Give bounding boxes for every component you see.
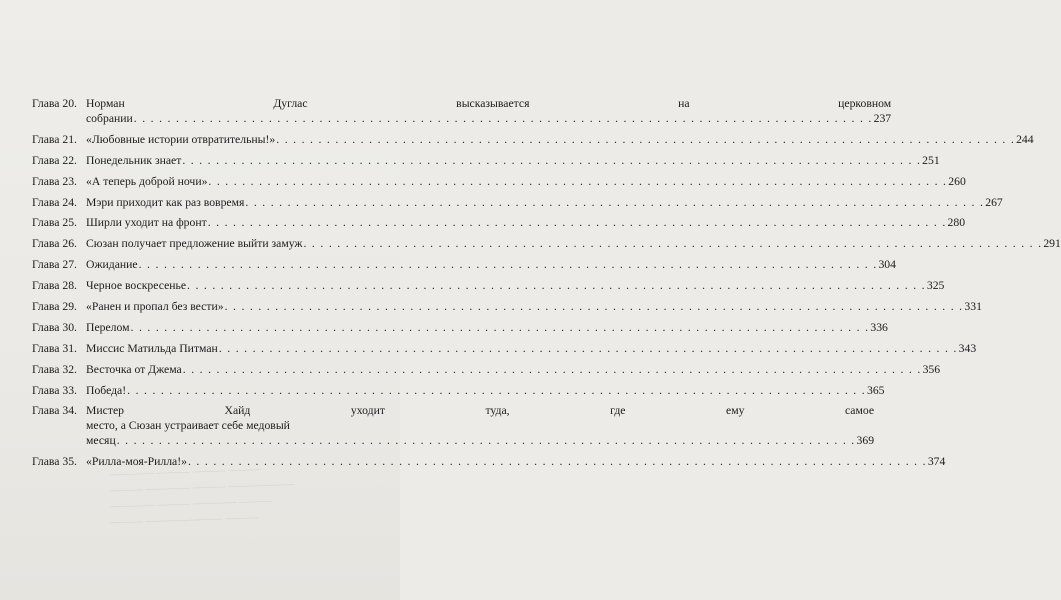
- toc-entry: [32, 362, 941, 377]
- chapter-label: Глава 22.: [32, 153, 77, 167]
- title-line: [86, 433, 874, 448]
- page-number: 251: [922, 153, 940, 167]
- dot-leader: [134, 111, 873, 126]
- title-line: [86, 362, 940, 377]
- title-line: [86, 153, 940, 168]
- chapter-label: Глава 34.: [32, 404, 77, 418]
- chapter-title-block: [86, 132, 1034, 147]
- dot-leader: [182, 153, 921, 168]
- chapter-title-block: [86, 236, 1061, 251]
- title-line: [86, 236, 1061, 251]
- page-number: 267: [985, 195, 1003, 209]
- chapter-title: месяц: [86, 434, 116, 448]
- page-number: 365: [866, 383, 885, 397]
- chapter-title-block: [86, 454, 945, 469]
- chapter-label: Глава 33.: [32, 383, 77, 397]
- chapter-title: Миссис Матильда Питман: [86, 341, 218, 355]
- chapter-title: Сюзан получает предложение выйти замуж: [86, 237, 303, 251]
- chapter-title-block: [86, 299, 982, 314]
- chapter-title-block: [86, 257, 896, 272]
- toc-entry: [32, 278, 945, 293]
- toc-entry: [32, 174, 966, 189]
- chapter-title-block: [86, 153, 940, 168]
- page-number: 291: [1043, 237, 1061, 251]
- chapter-title: Ширли уходит на фронт: [86, 216, 207, 230]
- title-line: [86, 454, 945, 469]
- chapter-title-block: [86, 174, 966, 189]
- page-number: 237: [873, 112, 892, 125]
- dot-leader: [208, 215, 947, 230]
- chapter-label: Глава 29.: [32, 300, 77, 314]
- chapter-title: «А теперь доброй ночи»: [86, 174, 208, 188]
- toc-entry: [32, 403, 875, 448]
- toc-entry: [32, 320, 888, 335]
- chapter-title-block: [86, 320, 888, 335]
- chapter-title: Победа!: [86, 383, 127, 397]
- dot-leader: [303, 236, 1042, 251]
- chapter-title: Перелом: [86, 320, 130, 334]
- chapter-label: Глава 31.: [32, 341, 77, 355]
- page-number: 356: [922, 362, 941, 376]
- toc-entry: [32, 96, 892, 126]
- dot-leader: [245, 195, 984, 210]
- page-number: 369: [856, 434, 875, 448]
- dot-leader: [139, 257, 878, 272]
- chapter-title: собрании: [86, 112, 133, 125]
- page-number: 343: [958, 341, 977, 355]
- page-number: 244: [1016, 132, 1034, 146]
- dot-leader: [208, 174, 947, 189]
- toc-entry: [32, 195, 1003, 210]
- chapter-title-block: [86, 278, 944, 293]
- toc-entry: [32, 257, 896, 272]
- chapter-title-block: [86, 195, 1003, 210]
- title-line: [86, 341, 976, 356]
- toc-entry: [32, 299, 982, 314]
- chapter-label: Глава 28.: [32, 279, 77, 293]
- chapter-title: «Ранен и пропал без вести»: [86, 300, 224, 314]
- page-number: 336: [870, 320, 888, 334]
- dot-leader: [183, 362, 922, 377]
- title-line: [86, 132, 1034, 147]
- dot-leader: [187, 278, 926, 293]
- chapter-label: Глава 21.: [32, 132, 77, 146]
- chapter-title-block: [86, 362, 940, 377]
- chapter-title: Ожидание: [86, 258, 138, 272]
- reverse-page-show-through: ———— ——— ——— ——— ——— ———— ——— —————— ———— ——— ———— ——— ——— ——————— ———: [110, 463, 295, 529]
- dot-leader: [276, 132, 1015, 147]
- title-line: [86, 174, 966, 189]
- toc-entry: [32, 383, 885, 398]
- toc-entry: [32, 132, 1034, 147]
- title-line: [86, 195, 1003, 210]
- page-number: 325: [926, 279, 945, 293]
- chapter-label: Глава 20.: [32, 97, 77, 110]
- chapter-title-block: [86, 383, 885, 398]
- dot-leader: [117, 433, 856, 448]
- toc-entry: [32, 215, 966, 230]
- title-line: [86, 299, 982, 314]
- title-line: [86, 111, 891, 126]
- chapter-label: Глава 24.: [32, 195, 77, 209]
- title-line: [86, 215, 965, 230]
- chapter-label: Глава 25.: [32, 216, 77, 230]
- toc-entry: [32, 454, 946, 469]
- title-line: [86, 320, 888, 335]
- chapter-label: Глава 27.: [32, 258, 77, 272]
- chapter-title: Норман Дуглас высказывается на церковном: [86, 97, 892, 110]
- chapter-title-block: [86, 403, 874, 448]
- chapter-label: Глава 26.: [32, 237, 77, 251]
- page-number: 374: [927, 455, 946, 469]
- chapter-title: Весточка от Джема: [86, 362, 182, 376]
- chapter-title: Мистер Хайд уходит туда, где ему самое: [86, 404, 875, 418]
- chapter-title: Черное воскресенье: [86, 279, 187, 293]
- toc-entry: [32, 236, 1061, 251]
- chapter-title-block: [86, 341, 976, 356]
- dot-leader: [219, 341, 958, 356]
- chapter-title-block: [86, 96, 891, 126]
- chapter-title: Понедельник знает: [86, 153, 182, 167]
- chapter-label: Глава 23.: [32, 174, 77, 188]
- dot-leader: [127, 383, 866, 398]
- page-number: 304: [878, 258, 896, 272]
- page-number: 331: [964, 300, 982, 314]
- toc-entry: [32, 153, 940, 168]
- title-line: [86, 383, 885, 398]
- dot-leader: [225, 299, 964, 314]
- chapter-title: Мэри приходит как раз вовремя: [86, 195, 245, 209]
- page-number: 260: [948, 174, 966, 188]
- dot-leader: [131, 320, 870, 335]
- chapter-title: «Рилла-моя-Рилла!»: [86, 455, 187, 469]
- title-line: [86, 257, 896, 272]
- chapter-label: Глава 32.: [32, 362, 77, 376]
- title-line: [86, 278, 944, 293]
- chapter-label: Глава 30.: [32, 320, 77, 334]
- dot-leader: [188, 454, 927, 469]
- page-number: 280: [947, 216, 966, 230]
- toc-entry: [32, 341, 977, 356]
- chapter-title: место, а Сюзан устраивает себе медовый: [86, 419, 290, 433]
- chapter-title-block: [86, 215, 965, 230]
- chapter-title: «Любовные истории отвратительны!»: [86, 132, 276, 146]
- table-of-contents: [32, 96, 1061, 475]
- chapter-label: Глава 35.: [32, 455, 77, 469]
